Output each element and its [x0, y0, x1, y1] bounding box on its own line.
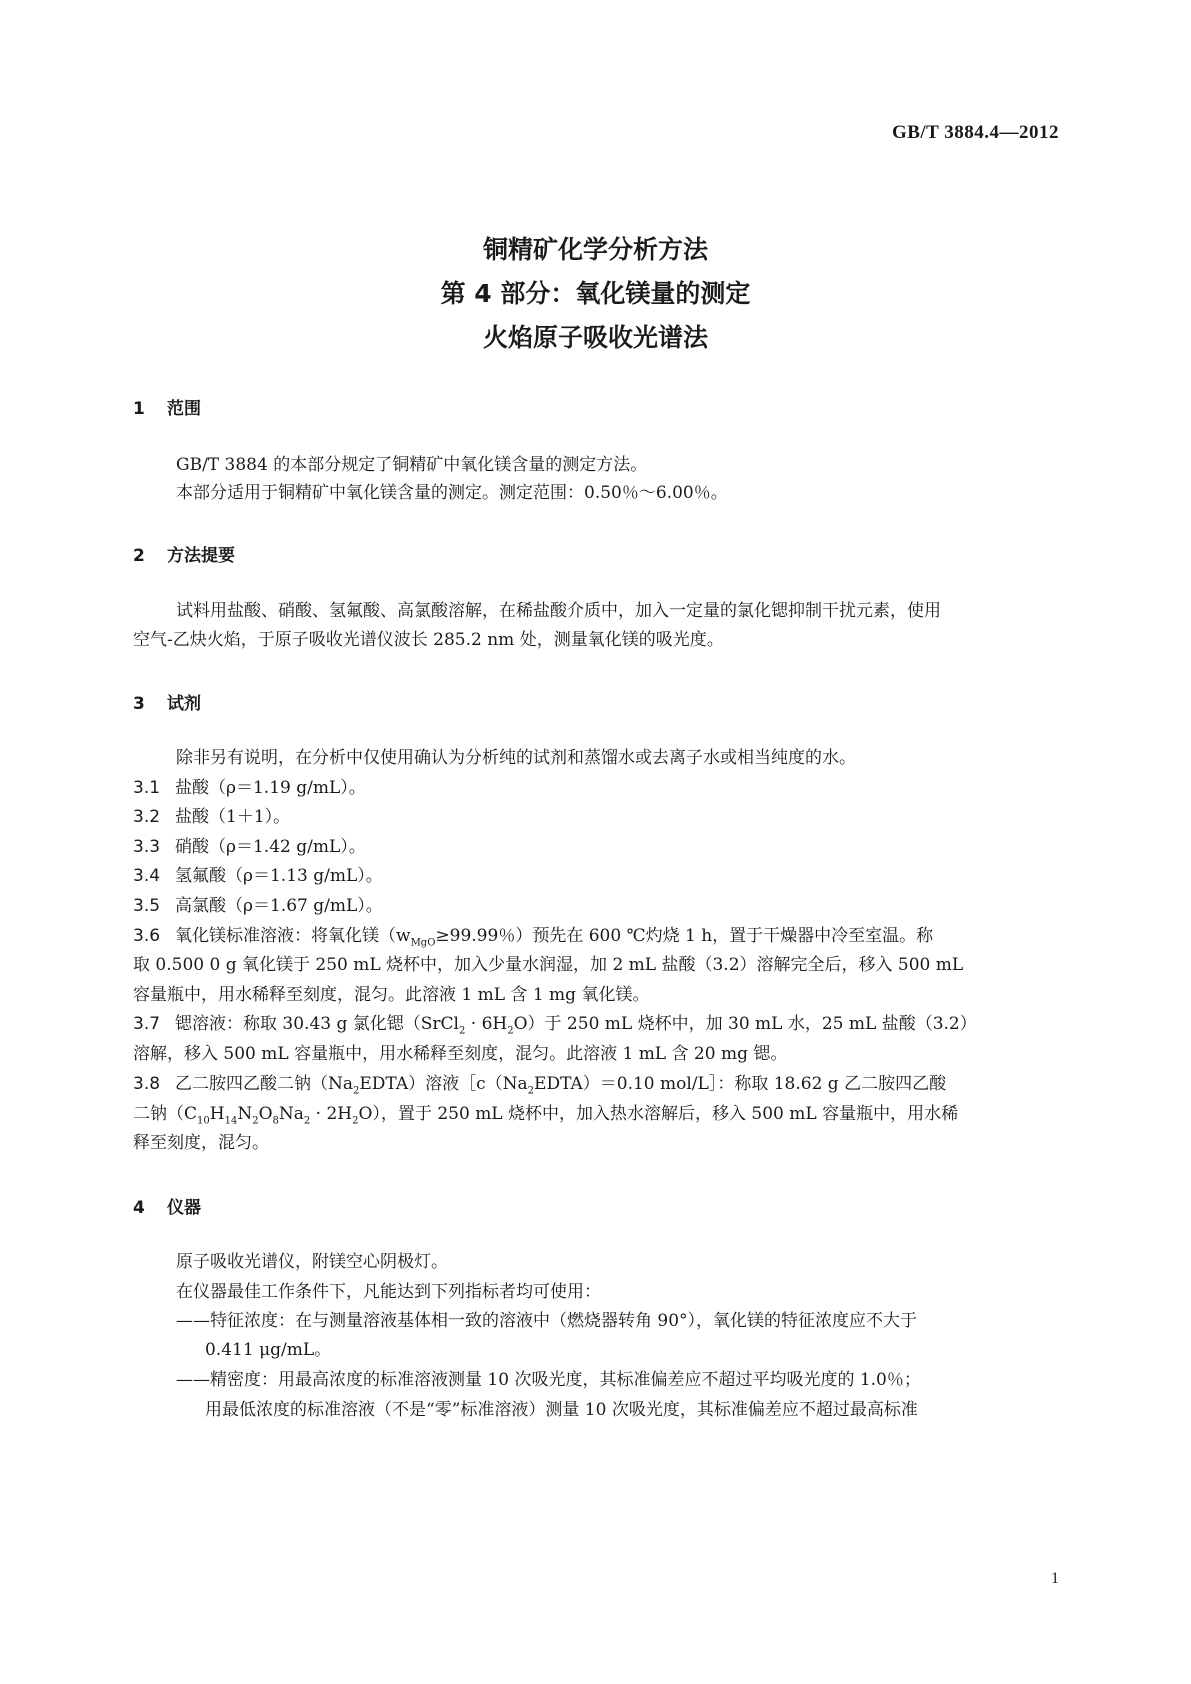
item-text: Na: [278, 1104, 304, 1124]
title-line-1: 铜精矿化学分析方法: [482, 235, 708, 264]
paragraph: 原子吸收光谱仪，附镁空心阴极灯。: [176, 1252, 448, 1272]
title-line-2: 第 4 部分：氧化镁量的测定: [440, 279, 751, 308]
section-number: 3: [133, 694, 145, 714]
section-title: 范围: [167, 399, 201, 419]
subscript: 2: [507, 1025, 514, 1037]
section-2-heading: [133, 541, 235, 566]
paragraph: 空气-乙炔火焰，于原子吸收光谱仪波长 285.2 nm 处，测量氧化镁的吸光度。: [133, 630, 724, 650]
item-text: O: [258, 1104, 273, 1124]
section-title: 试剂: [167, 694, 201, 714]
list-item-continuation: 溶解，移入 500 mL 容量瓶中，用水稀释至刻度，混匀。此溶液 1 mL 含 20 mg 锶。: [133, 1044, 788, 1064]
section-title: 仪器: [167, 1198, 201, 1218]
section-number: 2: [133, 546, 145, 566]
section-1-heading: [133, 394, 201, 419]
item-text: 盐酸（ρ＝1.19 g/mL）。: [175, 778, 366, 798]
item-text: O），置于 250 mL 烧杯中，加入热水溶解后，移入 500 mL 容量瓶中，用水稀: [358, 1104, 959, 1124]
dash-list-continuation: 用最低浓度的标准溶液（不是“零”标准溶液）测量 10 次吸光度，其标准偏差应不超过最高标准: [205, 1400, 918, 1420]
item-number: 3.6: [133, 926, 161, 946]
dash-list-item: ——特征浓度：在与测量溶液基体相一致的溶液中（燃烧器转角 90°），氧化镁的特征浓度应不大于: [176, 1311, 918, 1331]
subscript: 2: [303, 1115, 311, 1127]
list-item-continuation: [133, 1104, 958, 1131]
list-item-continuation: 取 0.500 0 g 氧化镁于 250 mL 烧杯中，加入少量水润湿，加 2 mL 盐酸（3.2）溶解完全后，移入 500 mL: [133, 955, 964, 975]
item-text: 氧化镁标准溶液：将氧化镁（w: [175, 926, 411, 946]
list-item: [133, 807, 290, 827]
item-number: 3.3: [133, 837, 161, 857]
section-3-heading: [133, 689, 201, 714]
item-text: 盐酸（1＋1）。: [175, 807, 291, 827]
item-text: ≥99.99％）预先在 600 ℃灼烧 1 h，置于干燥器中冷至室温。称: [435, 926, 934, 946]
page-number: 1: [1051, 1570, 1059, 1587]
paragraph: 试料用盐酸、硝酸、氢氟酸、高氯酸溶解，在稀盐酸介质中，加入一定量的氯化锶抑制干扰元素，使用: [176, 601, 941, 621]
list-item: [133, 1014, 977, 1041]
subscript: 2: [352, 1115, 359, 1127]
section-title: 方法提要: [167, 546, 235, 566]
item-number: 3.1: [133, 778, 161, 798]
item-text: O）于 250 mL 烧杯中，加 30 mL 水，25 mL 盐酸（3.2）: [513, 1014, 977, 1034]
item-text: 氢氟酸（ρ＝1.13 g/mL）。: [175, 866, 383, 886]
list-item: [133, 837, 366, 857]
standard-number: GB/T 3884.4—2012: [891, 122, 1059, 143]
item-text: H: [209, 1104, 225, 1124]
list-item: [133, 778, 366, 798]
paragraph: 本部分适用于铜精矿中氧化镁含量的测定。测定范围：0.50％～6.00％。: [176, 483, 728, 503]
subscript: 2: [353, 1085, 360, 1097]
list-item: [133, 926, 933, 953]
subscript: 8: [272, 1115, 279, 1127]
paragraph: 在仪器最佳工作条件下，凡能达到下列指标者均可使用：: [176, 1282, 601, 1302]
item-text: · 2H: [310, 1104, 353, 1124]
item-text: 高氯酸（ρ＝1.67 g/mL）。: [175, 896, 383, 916]
dash-list-item: ——精密度：用最高浓度的标准溶液测量 10 次吸光度，其标准偏差应不超过平均吸光度的 1.0％；: [176, 1370, 921, 1390]
list-item: [133, 896, 383, 916]
list-item: [133, 1074, 946, 1101]
paragraph: GB/T 3884 的本部分规定了铜精矿中氧化镁含量的测定方法。: [176, 455, 648, 475]
section-4-heading: [133, 1193, 201, 1218]
item-text: EDTA）＝0.10 mol/L］：称取 18.62 g 乙二胺四乙酸: [534, 1074, 947, 1094]
item-number: 3.2: [133, 807, 161, 827]
item-text: 硝酸（ρ＝1.42 g/mL）。: [175, 837, 366, 857]
list-item-continuation: 容量瓶中，用水稀释至刻度，混匀。此溶液 1 mL 含 1 mg 氧化镁。: [133, 985, 650, 1005]
subscript: 2: [252, 1115, 259, 1127]
dash-list-continuation: 0.411 μg/mL。: [205, 1340, 332, 1360]
subscript: 10: [197, 1115, 210, 1127]
subscript: 2: [527, 1085, 535, 1097]
list-item-continuation: 释至刻度，混匀。: [133, 1133, 269, 1153]
item-number: 3.7: [133, 1014, 161, 1034]
list-item: [133, 866, 383, 886]
item-text: N: [237, 1104, 253, 1124]
item-text: 锶溶液：称取 30.43 g 氯化锶（SrCl: [175, 1014, 459, 1034]
subscript: MgO: [410, 937, 436, 949]
title-line-3: 火焰原子吸收光谱法: [482, 323, 708, 352]
item-text: · 6H: [465, 1014, 508, 1034]
section-number: 1: [133, 399, 145, 419]
item-number: 3.5: [133, 896, 161, 916]
item-text: 乙二胺四乙酸二钠（Na: [175, 1074, 354, 1094]
document-title: [0, 228, 1191, 360]
subscript: 14: [224, 1115, 238, 1127]
paragraph: 除非另有说明，在分析中仅使用确认为分析纯的试剂和蒸馏水或去离子水或相当纯度的水。: [176, 748, 856, 768]
item-number: 3.8: [133, 1074, 161, 1094]
item-text: 二钠（C: [133, 1104, 198, 1124]
item-number: 3.4: [133, 866, 161, 886]
item-text: EDTA）溶液［c（Na: [359, 1074, 528, 1094]
subscript: 2: [458, 1025, 466, 1037]
section-number: 4: [133, 1198, 145, 1218]
